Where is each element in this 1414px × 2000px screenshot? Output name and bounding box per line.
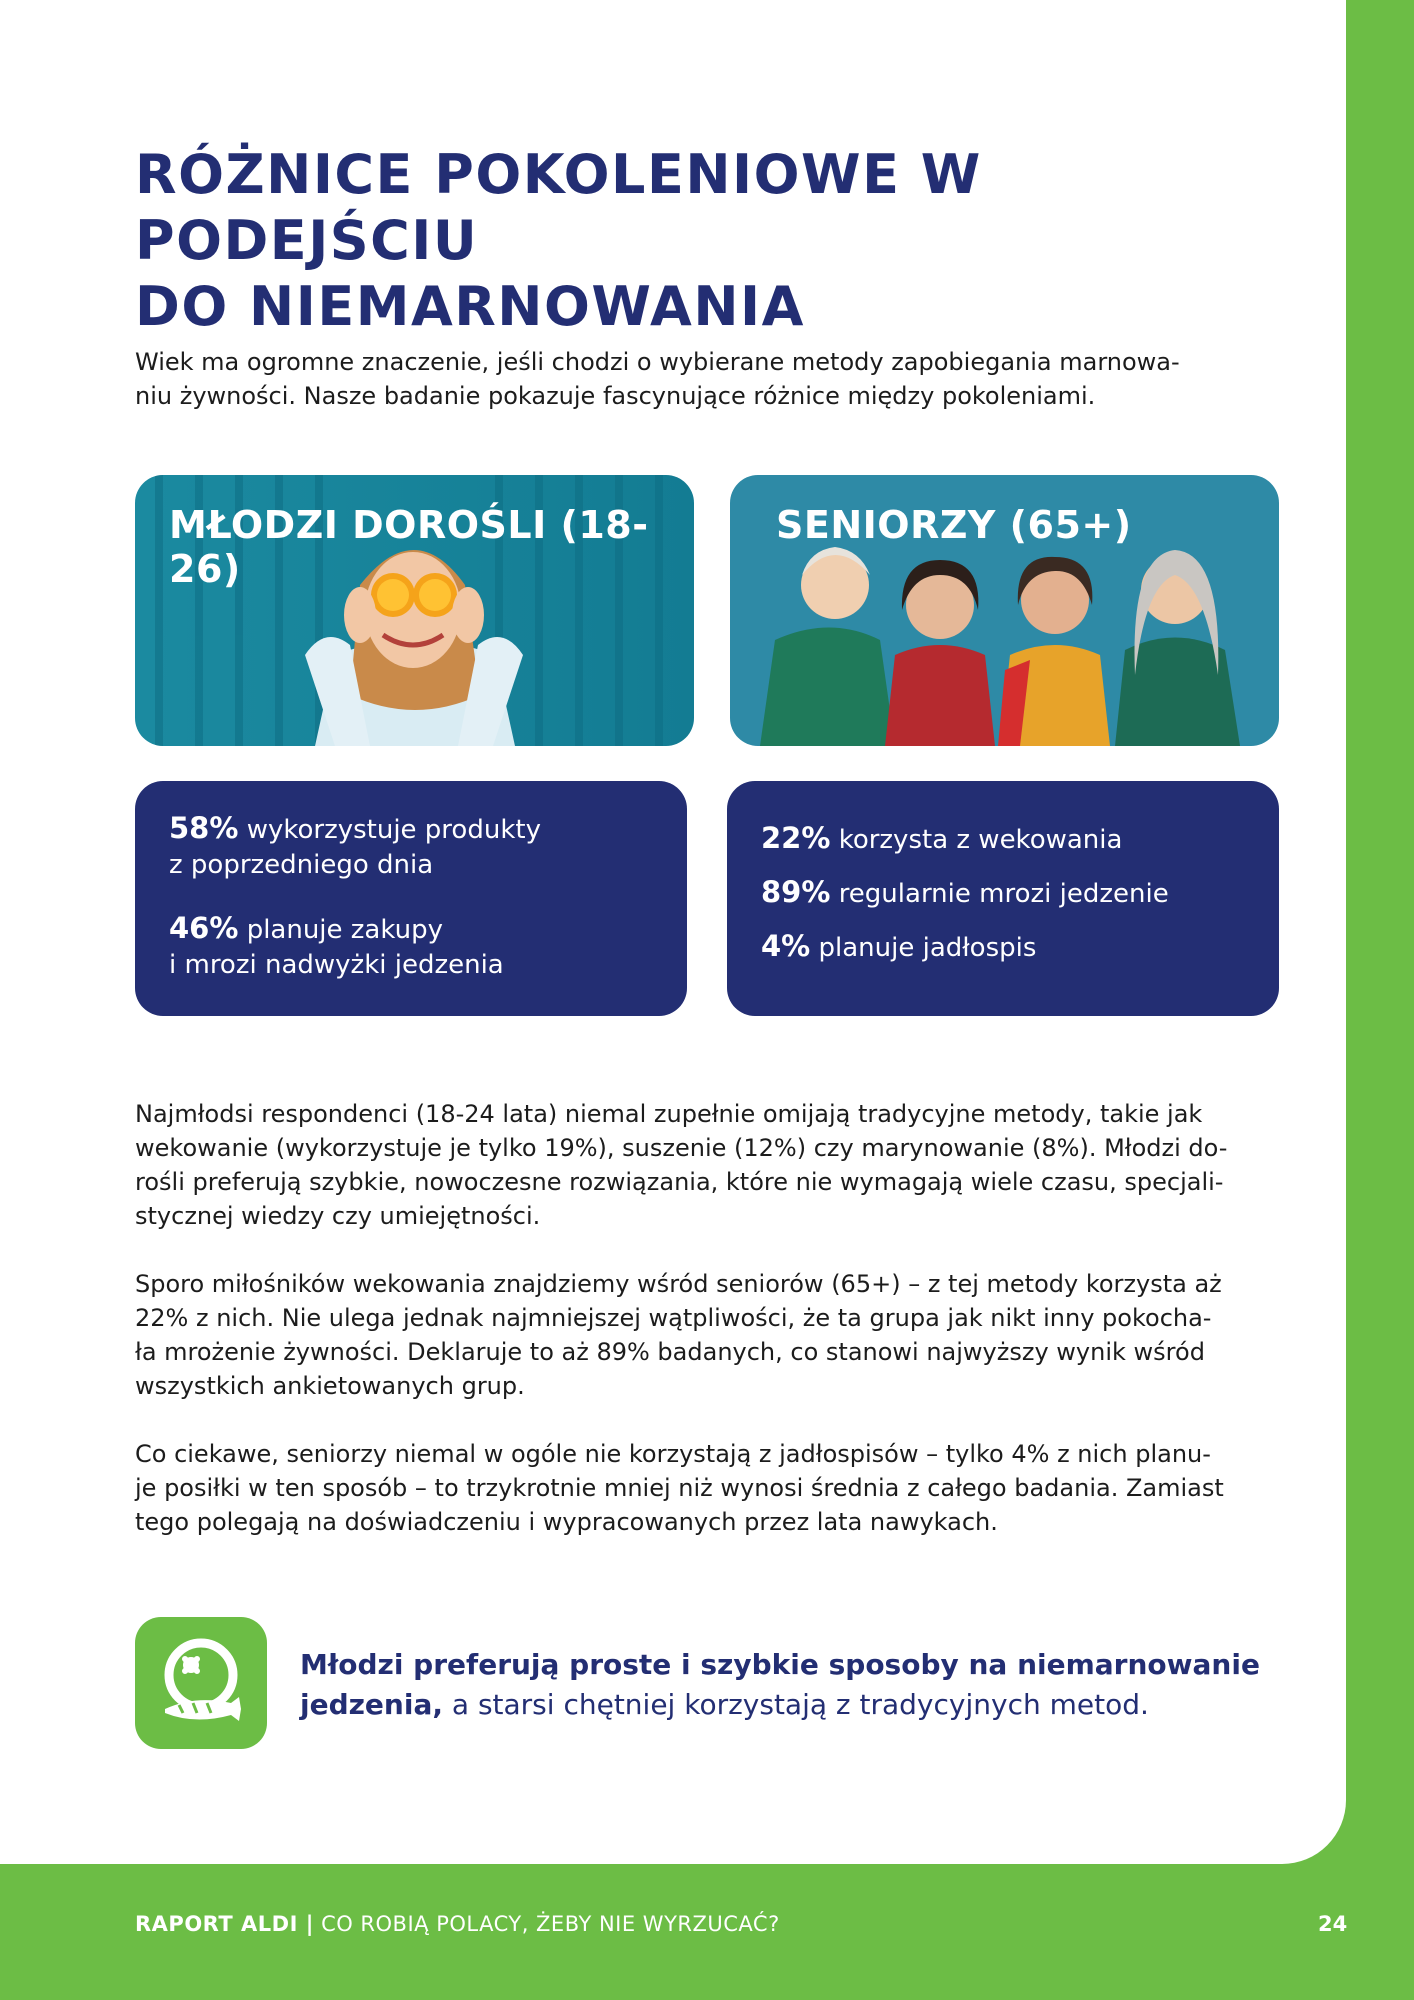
stat-item [169, 911, 504, 983]
paragraph-line: ła mrożenie żywności. Deklaruje to aż 89% badanych, co stanowi najwyższy wynik wśród [135, 1338, 1205, 1366]
body-paragraph [135, 1437, 1285, 1539]
seniors-photo-card [730, 475, 1279, 746]
stat-value: 89% [761, 875, 831, 909]
footer-subtitle: CO ROBIĄ POLACY, ŻEBY NIE WYRZUCAĆ? [313, 1912, 780, 1936]
paragraph-line: wekowanie (wykorzystuje je tylko 19%), suszenie (12%) czy marynowanie (8%). Młodzi do- [135, 1134, 1228, 1162]
seniors-stats-card [727, 781, 1279, 1016]
stat-item [761, 875, 1169, 912]
stat-text: planuje jadłospis [818, 933, 1037, 963]
paragraph-line: stycznej wiedzy czy umiejętności. [135, 1202, 541, 1230]
callout-strong: jedzenia, [300, 1688, 443, 1721]
stat-text: wykorzystuje produkty [246, 815, 541, 845]
stat-line [169, 911, 504, 948]
stat-item [761, 929, 1036, 966]
stat-value: 46% [169, 911, 239, 945]
body-paragraph [135, 1267, 1285, 1403]
stat-text: i mrozi nadwyżki jedzenia [169, 950, 504, 980]
stat-line [169, 811, 541, 848]
intro-paragraph [135, 345, 1275, 413]
stat-value: 22% [761, 821, 831, 855]
paragraph-line: wszystkich ankietowanych grup. [135, 1372, 525, 1400]
stat-item [169, 811, 541, 883]
paragraph-line: rośli preferują szybkie, nowoczesne rozwiązania, które nie wymagają wiele czasu, specjali- [135, 1168, 1224, 1196]
young-adults-photo-card [135, 475, 694, 746]
callout-line: Młodzi preferują proste i szybkie sposoby na niemarnowanie [300, 1648, 1260, 1681]
stat-text: planuje zakupy [246, 915, 443, 945]
body-paragraph [135, 1097, 1285, 1233]
callout-rest: a starsi chętniej korzystają z tradycyjnych metod. [442, 1688, 1149, 1721]
footer-title [135, 1912, 780, 1936]
stat-text: korzysta z wekowania [838, 825, 1123, 855]
paragraph-line: tego polegają na doświadczeniu i wypracowanych przez lata nawykach. [135, 1508, 998, 1536]
paragraph-line: Sporo miłośników wekowania znajdziemy wśród seniorów (65+) – z tej metody korzysta aż [135, 1270, 1222, 1298]
intro-line: Wiek ma ogromne znaczenie, jeśli chodzi o wybierane metody zapobiegania marnowa- [135, 348, 1180, 376]
paragraph-line: Najmłodsi respondenci (18-24 lata) niemal zupełnie omijają tradycyjne metody, takie jak [135, 1100, 1203, 1128]
page-title-line1: RÓŻNICE POKOLENIOWE W PODEJŚCIU [135, 143, 982, 272]
intro-line: niu żywności. Nasze badanie pokazuje fascynujące różnice między pokoleniami. [135, 382, 1096, 410]
callout-text [300, 1645, 1260, 1725]
page-title [135, 142, 1285, 340]
young-adults-label: MŁODZI DOROŚLI (18-26) [169, 503, 649, 591]
paragraph-line: Co ciekawe, seniorzy niemal w ogóle nie korzystają z jadłospisów – tylko 4% z nich planu- [135, 1440, 1211, 1468]
young-adults-stats-card [135, 781, 687, 1016]
page-title-line2: DO NIEMARNOWANIA [135, 275, 805, 338]
stat-text: regularnie mrozi jedzenie [838, 879, 1169, 909]
seniors-label: SENIORZY (65+) [776, 503, 1132, 547]
footer-brand: RAPORT ALDI | [135, 1912, 314, 1936]
stat-text: z poprzedniego dnia [169, 850, 434, 880]
stat-value: 58% [169, 811, 239, 845]
page-number: 24 [1318, 1912, 1348, 1936]
stat-value: 4% [761, 929, 811, 963]
stat-item [761, 821, 1122, 858]
paragraph-line: je posiłki w ten sposób – to trzykrotnie mniej niż wynosi średnia z całego badania. Zamiast [135, 1474, 1224, 1502]
paragraph-line: 22% z nich. Nie ulega jednak najmniejszej wątpliwości, że ta grupa jak nikt inny pokocha- [135, 1304, 1212, 1332]
food-waste-icon [135, 1617, 267, 1749]
callout-line [300, 1685, 1260, 1725]
